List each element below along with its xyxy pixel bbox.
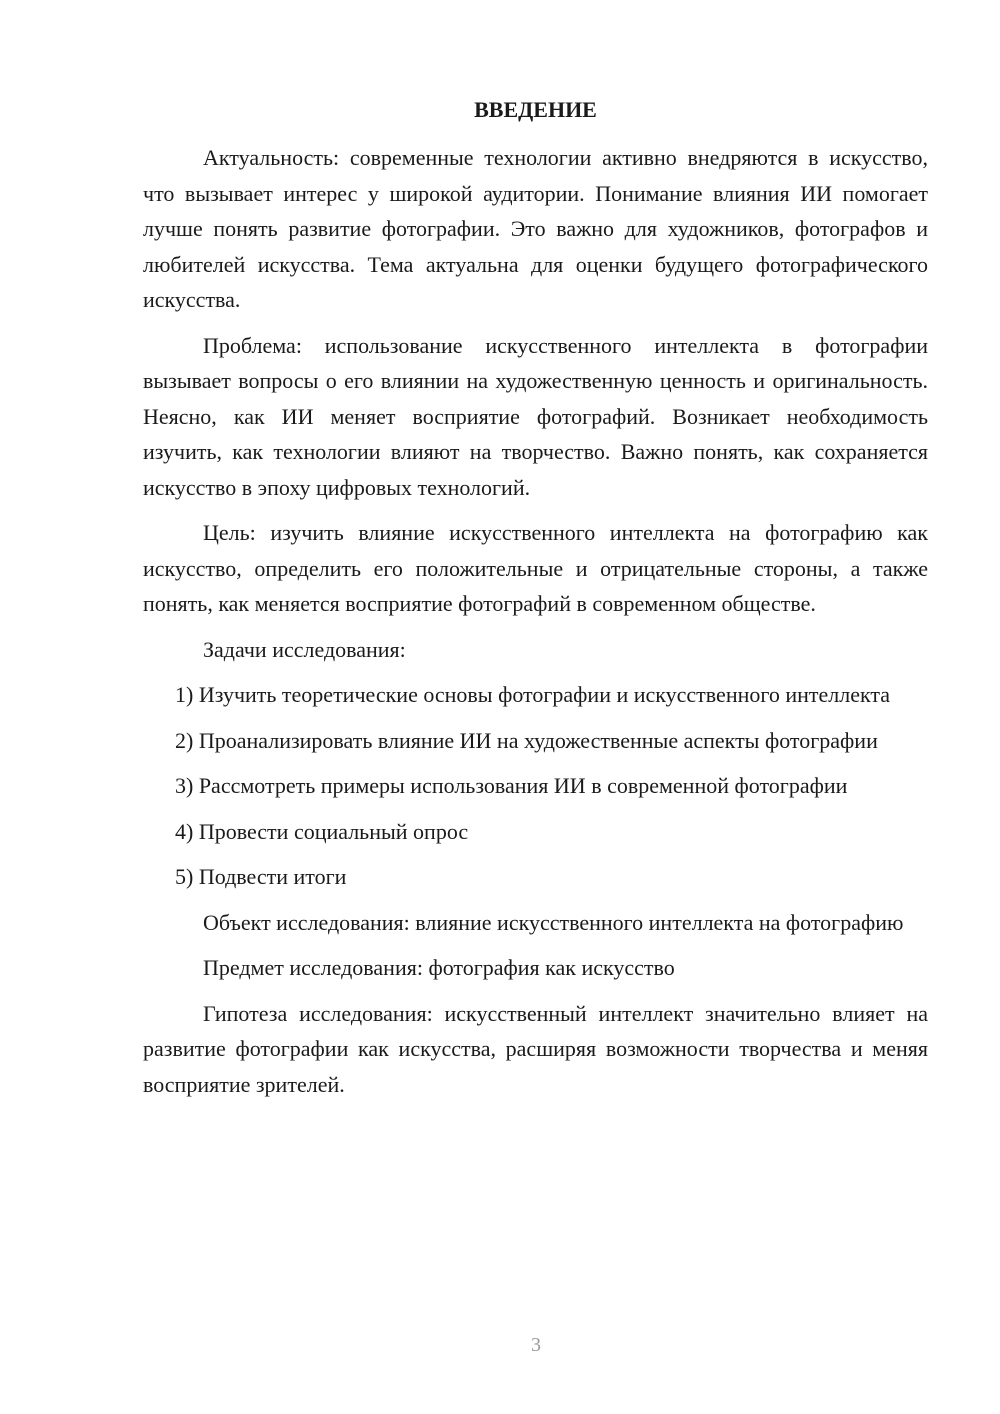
problem-paragraph: Проблема: использование искусственного интеллекта в фотографии вызывает вопросы о его влиянии на художественную ценность и оригинальность. Неясно, как ИИ меняет восприятие фотографий. Возникает необходимость изучить, как технологии влияют на творчество. Важно понять, как сохраняется искусство в эпоху цифровых технологий. — [143, 332, 928, 500]
list-item: 1) Изучить теоретические основы фотографии и искусственного интеллекта — [175, 682, 891, 707]
goal-paragraph: Цель: изучить влияние искусственного интеллекта на фотографию как искусство, определить его положительные и отрицательные стороны, а также понять, как меняется восприятие фотографий в современном обществе. — [143, 520, 928, 616]
hypothesis-paragraph: Гипотеза исследования: искусственный интеллект значительно влияет на развитие фотографии как искусства, расширяя возможности творчества и меняя восприятие зрителей. — [143, 1000, 928, 1097]
tasks-list — [143, 677, 928, 895]
tasks-heading: Задачи исследования: — [203, 636, 406, 662]
list-item: 4) Провести социальный опрос — [175, 818, 469, 844]
document-page — [143, 92, 928, 1112]
object-paragraph: Объект исследования: влияние искусственного интеллекта на фотографию — [203, 909, 904, 935]
list-item: 3) Рассмотреть примеры использования ИИ в современной фотографии — [175, 773, 848, 798]
page-number: 3 — [531, 1334, 541, 1356]
list-item: 2) Проанализировать влияние ИИ на художественные аспекты фотографии — [175, 727, 878, 753]
relevance-paragraph: Актуальность: современные технологии активно внедряются в искусство, что вызывает интерес у широкой аудитории. Понимание влияния ИИ помогает лучше понять развитие фотографии. Это важно для художников, фотографов и любителей искусства. Тема актуальна для оценки будущего фотографического искусства. — [143, 145, 928, 312]
list-item: 5) Подвести итоги — [175, 864, 347, 889]
section-title: ВВЕДЕНИЕ — [474, 97, 597, 122]
subject-paragraph: Предмет исследования: фотография как искусство — [203, 955, 675, 980]
